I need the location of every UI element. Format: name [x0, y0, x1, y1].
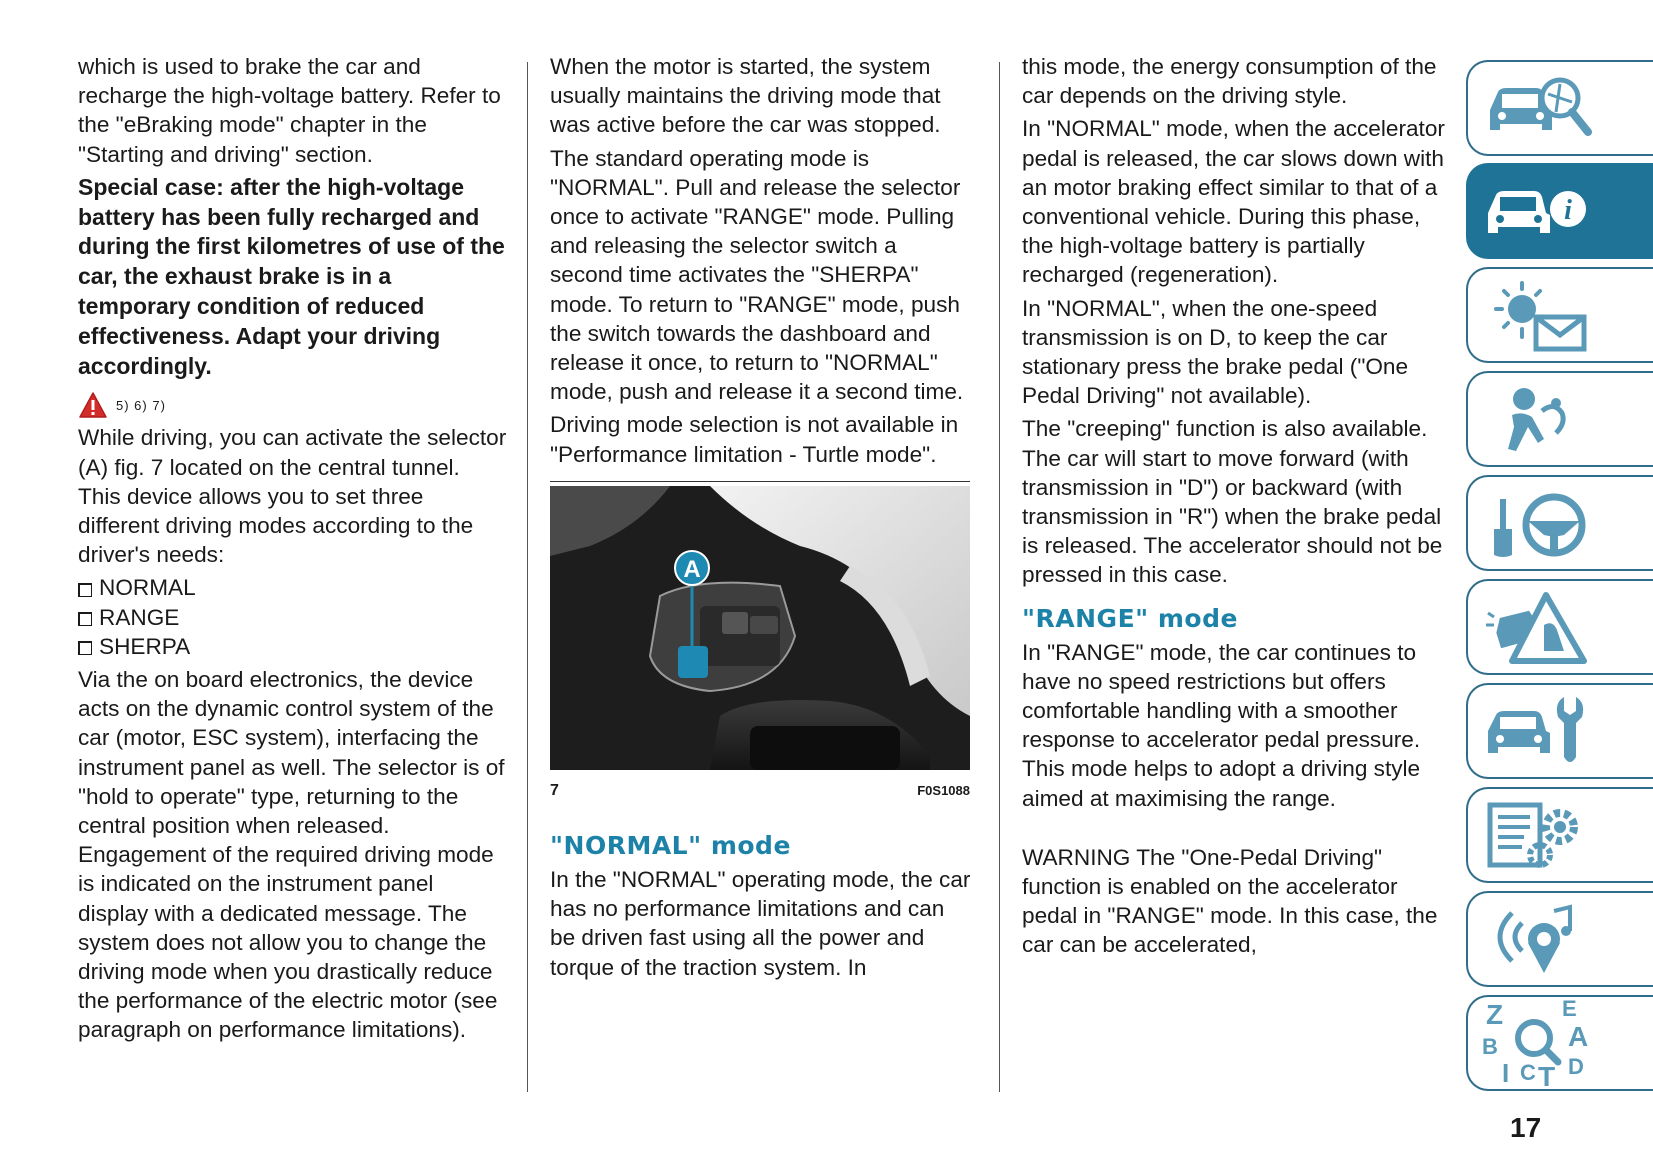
- motor-start-paragraph: When the motor is started, the system usually maintains the driving mode that was active before the car was stopped.: [550, 54, 941, 138]
- electronics-paragraph: Via the on board electronics, the device acts on the dynamic control system of the car (motor, ESC system), interfacing the instrument panel as well. The selector is of "hold to operate" type, returning to the central position when released. Engagement of the required driving mode is indicated on the instrument panel display with a dedicated message. The system does not allow you to change the driving mode when you drastically reduce the performance of the electric motor (see paragraph on performance limitations).: [78, 667, 505, 1043]
- range-mode-paragraph: In "RANGE" mode, the car continues to have no speed restrictions but offers comfortable handling with a smoother response to accelerator pedal pressure. This mode helps to adopt a driving style aimed at maximising the range.: [1022, 639, 1421, 811]
- list-item: [78, 603, 508, 632]
- list-item: [78, 573, 508, 602]
- warning-light-message-icon: [1482, 277, 1592, 353]
- tab-index[interactable]: [1466, 995, 1653, 1091]
- mode-normal: NORMAL: [99, 575, 196, 601]
- range-mode-heading: "RANGE" mode: [1022, 603, 1238, 633]
- figure-number: 7: [550, 781, 559, 799]
- index-letter: A: [1568, 1021, 1589, 1052]
- tab-multimedia[interactable]: [1466, 891, 1653, 987]
- index-letter: I: [1502, 1058, 1510, 1088]
- figure-code: F0S1088: [917, 782, 970, 798]
- index-letter: D: [1568, 1054, 1584, 1079]
- column-divider: [527, 62, 528, 1092]
- column-2: [550, 52, 975, 986]
- intro-paragraph: which is used to brake the car and recharge the high-voltage battery. Refer to the "eBraking mode" chapter in the "Starting and driving" section.: [78, 54, 501, 167]
- selector-paragraph: While driving, you can activate the selector (A) fig. 7 located on the central tunnel. This device allows you to set three different driving modes according to the driver's needs:: [78, 425, 507, 568]
- column-1: [78, 52, 508, 1049]
- car-wrench-icon: [1482, 693, 1592, 769]
- multimedia-icon: [1482, 901, 1592, 977]
- standard-mode-paragraph: The standard operating mode is "NORMAL". Pull and release the selector once to activate "RANGE" mode. Pulling and releasing the selector switch a second time activates the "SHERPA" mode. To return to "RANGE" mode, push the switch towards the dashboard and release it once, to return to "NORMAL" mode, push and release it a second time.: [550, 145, 964, 405]
- tab-emergency[interactable]: [1466, 579, 1653, 675]
- mode-range: RANGE: [99, 604, 180, 630]
- list-item: [78, 632, 508, 661]
- tab-maintenance[interactable]: [1466, 683, 1653, 779]
- page-number: 17: [1510, 1112, 1542, 1143]
- tab-safety[interactable]: [1466, 371, 1653, 467]
- index-alphabet-icon: [1482, 998, 1592, 1088]
- bullet-box-icon: [78, 583, 92, 597]
- index-letter: C: [1520, 1060, 1536, 1085]
- column-divider: [999, 62, 1000, 1092]
- car-emergency-icon: [1482, 589, 1592, 665]
- airbag-seat-icon: [1482, 381, 1592, 457]
- svg-text:i: i: [1564, 195, 1572, 226]
- bullet-box-icon: [78, 641, 92, 655]
- warning-paragraph: WARNING The "One-Pedal Driving" function is enabled on the accelerator pedal in "RANGE" mode. In this case, the car can be accelerated,: [1022, 844, 1438, 958]
- car-info-icon: [1482, 173, 1592, 249]
- index-letter: B: [1482, 1034, 1498, 1059]
- mode-sherpa: SHERPA: [99, 633, 191, 659]
- selector-photo: [550, 486, 970, 770]
- warning-triangle-icon: [78, 391, 108, 419]
- warning-refs: 5) 6) 7): [116, 397, 166, 413]
- index-letter: T: [1538, 1061, 1556, 1088]
- figure-7: [550, 481, 970, 805]
- index-letter: E: [1562, 998, 1577, 1021]
- car-magnifier-icon: [1482, 70, 1592, 146]
- normal-braking-paragraph: In "NORMAL" mode, when the accelerator pedal is released, the car slows down with an motor braking effect similar to that of a conventional vehicle. During this phase, the high-voltage battery is partially recharged (regeneration).: [1022, 116, 1445, 288]
- specs-gear-icon: [1482, 797, 1592, 873]
- figure-callout-label: A: [683, 555, 701, 583]
- tab-technical-specs[interactable]: [1466, 787, 1653, 883]
- energy-paragraph: this mode, the energy consumption of the car depends on the driving style.: [1022, 54, 1437, 109]
- tab-knowing-your-car[interactable]: [1466, 60, 1653, 156]
- bullet-box-icon: [78, 612, 92, 626]
- figure-caption: [550, 776, 970, 805]
- special-case-paragraph: Special case: after the high-voltage battery has been fully recharged and during the first kilometres of use of the car, the exhaust brake is in a temporary condition of reduced effectiveness. Adapt your driving accordingly.: [78, 173, 505, 379]
- tab-starting-driving[interactable]: [1466, 475, 1653, 571]
- normal-mode-heading: "NORMAL" mode: [550, 831, 791, 861]
- turtle-mode-paragraph: Driving mode selection is not available in "Performance limitation - Turtle mode".: [550, 412, 959, 467]
- column-3: [1022, 52, 1452, 964]
- tab-dashboard-controls[interactable]: [1466, 163, 1653, 259]
- warning-reference-row: [78, 389, 508, 421]
- tab-warning-lights[interactable]: [1466, 267, 1653, 363]
- creeping-paragraph: The "creeping" function is also available. The car will start to move forward (with transmission in "D") or backward (with transmission in "R") when the brake pedal is released. The accelerator should not be pressed in this case.: [1022, 416, 1443, 588]
- stationary-paragraph: In "NORMAL", when the one-speed transmission is on D, to keep the car stationary press the brake pedal ("One Pedal Driving" not available).: [1022, 295, 1409, 409]
- mode-list: [78, 573, 508, 661]
- normal-mode-paragraph: In the "NORMAL" operating mode, the car has no performance limitations and can be driven fast using all the power and torque of the traction system. In: [550, 867, 971, 980]
- index-letter: Z: [1486, 999, 1504, 1030]
- key-steering-wheel-icon: [1482, 485, 1592, 561]
